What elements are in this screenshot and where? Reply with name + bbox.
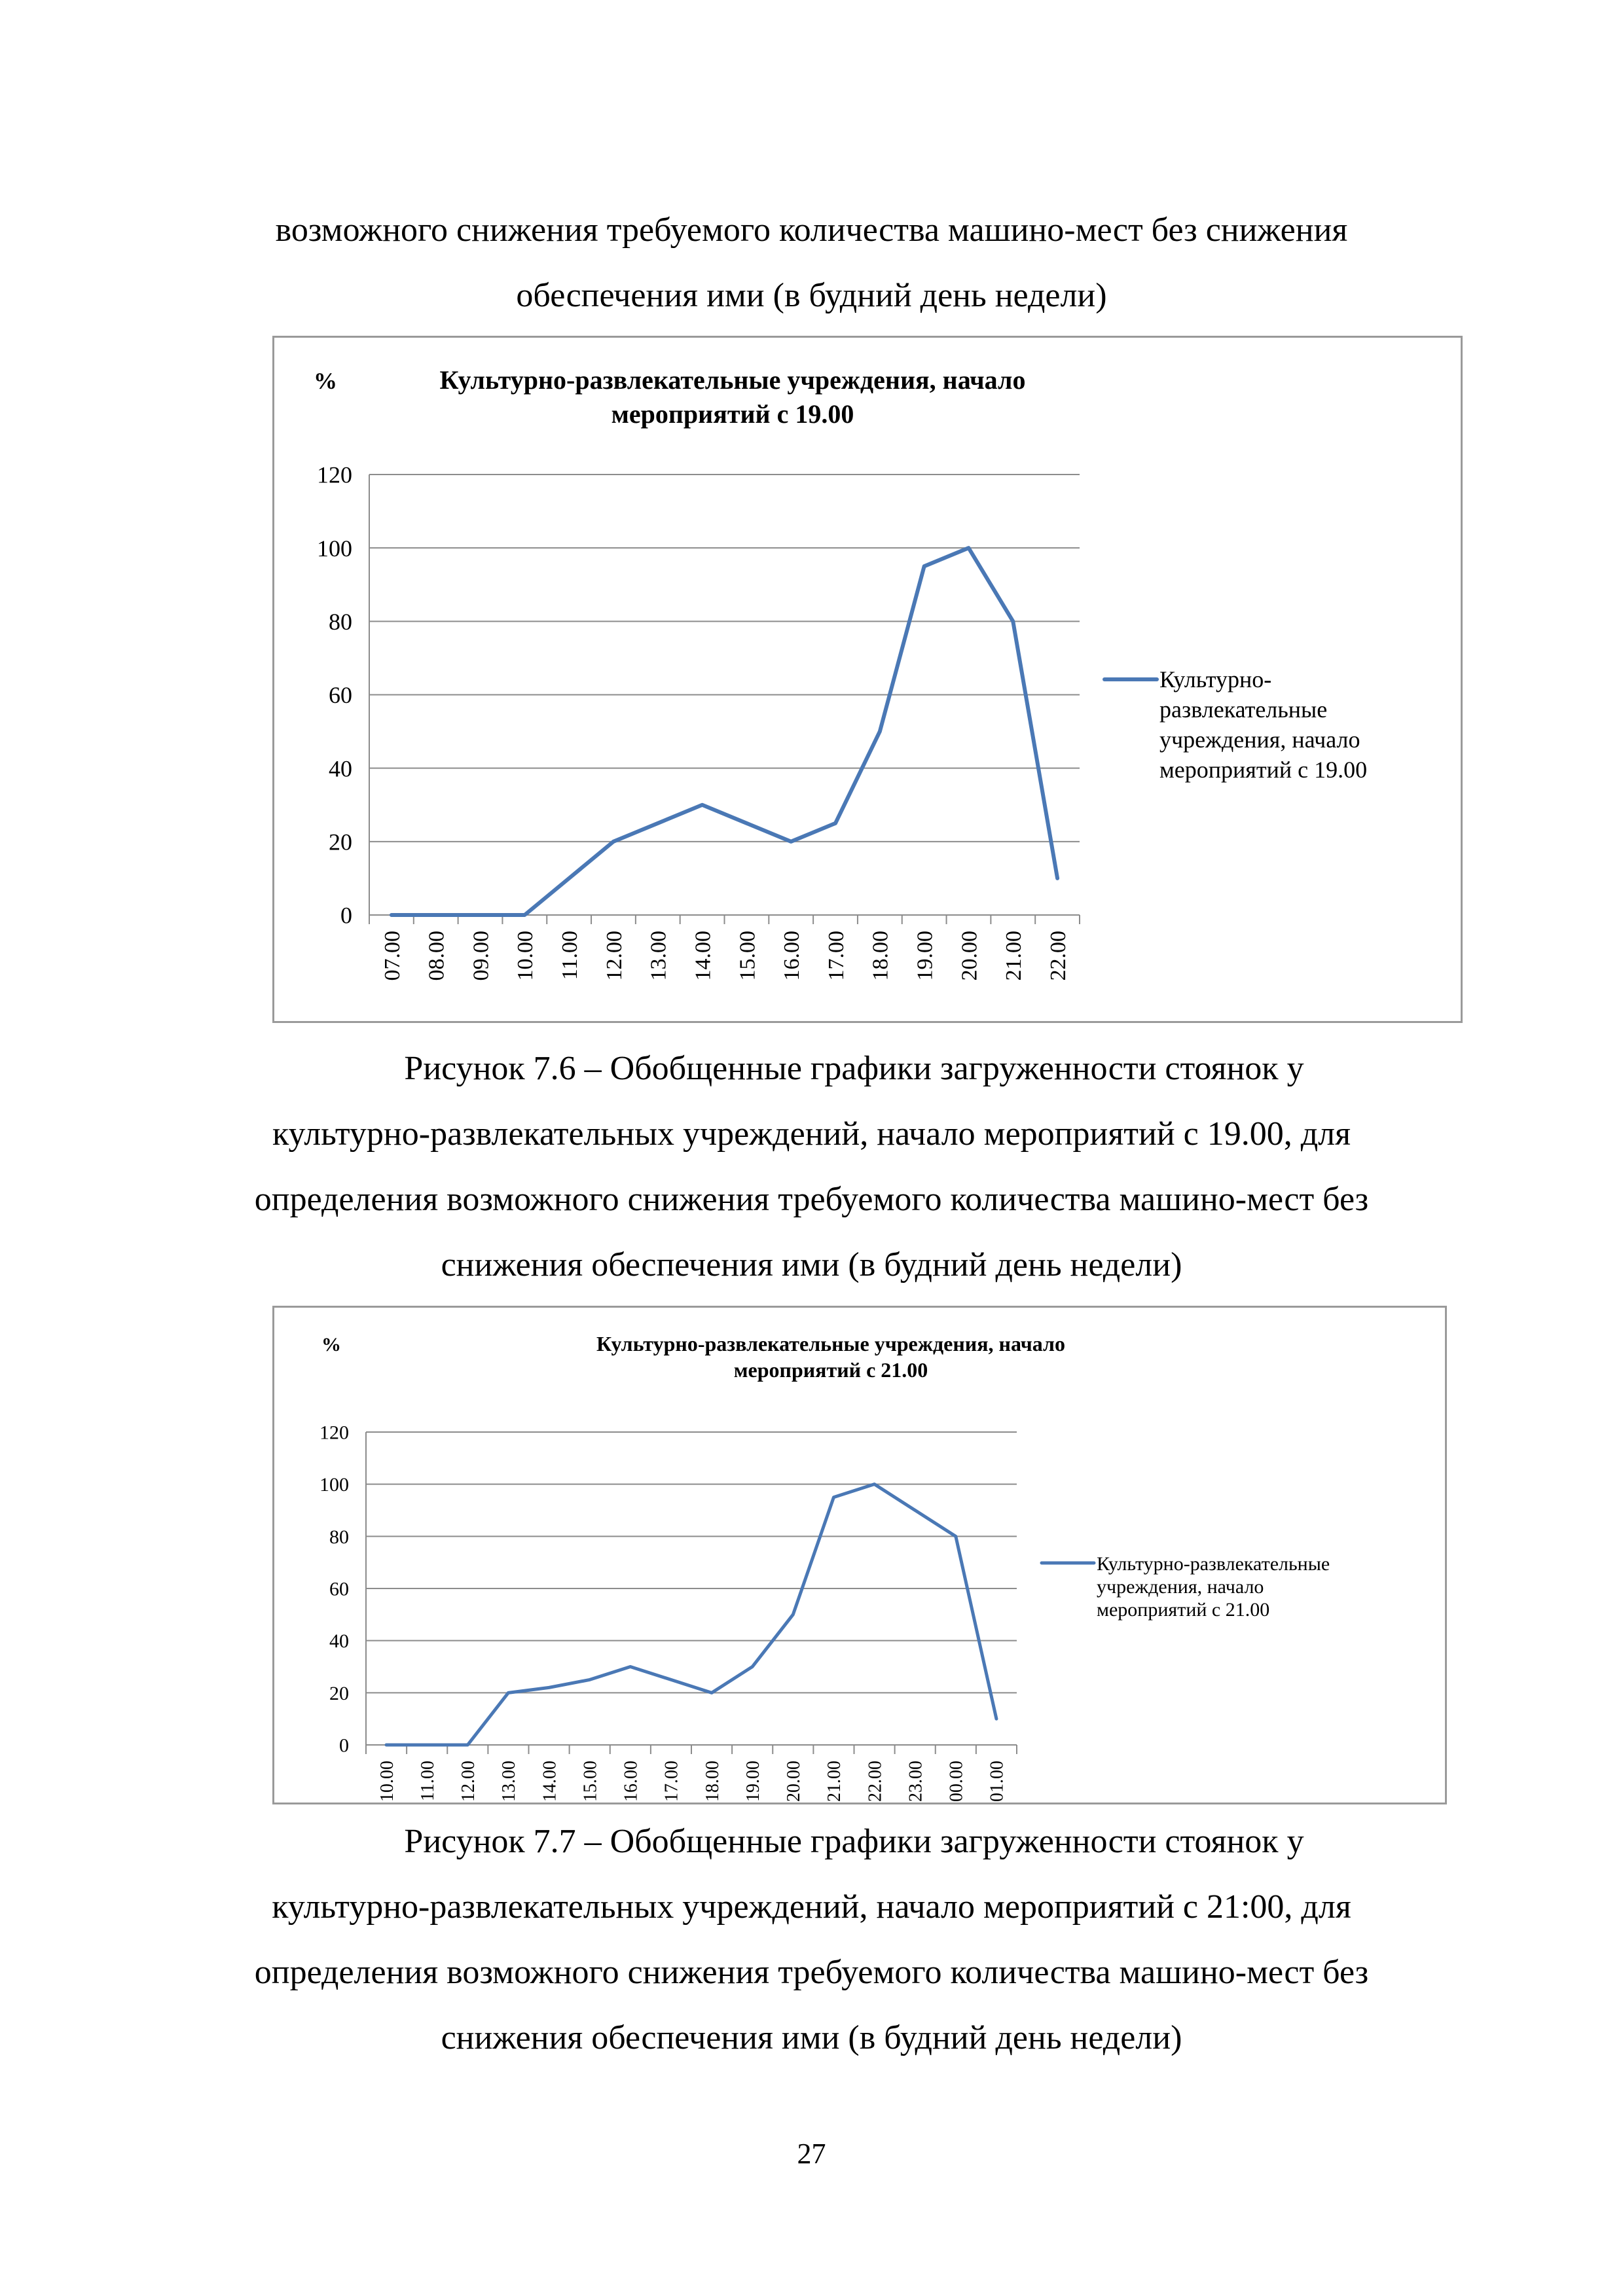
x-tick-label: 12.00	[458, 1761, 479, 1802]
chart-unit-label: %	[314, 368, 337, 394]
y-tick-label: 80	[329, 1526, 349, 1548]
data-point	[630, 1666, 631, 1668]
x-tick-label: 18.00	[868, 931, 893, 981]
x-tick-label: 22.00	[1046, 931, 1070, 981]
caption-line: культурно-развлекательных учреждений, начало мероприятий с 21:00, для	[272, 1888, 1351, 1926]
data-point	[790, 841, 792, 842]
legend-label: Культурно-развлекательные	[1097, 1553, 1330, 1575]
data-point	[968, 547, 969, 548]
data-point	[480, 914, 481, 916]
data-point	[924, 565, 925, 567]
data-point	[915, 1510, 916, 1511]
x-tick-label: 15.00	[735, 931, 760, 981]
x-tick-label: 21.00	[1002, 931, 1027, 981]
data-point	[657, 823, 659, 824]
data-point	[1057, 878, 1058, 879]
data-point	[426, 1744, 428, 1746]
data-point	[549, 1687, 550, 1688]
chart-2	[274, 1308, 1445, 1803]
data-point	[507, 1692, 509, 1693]
x-tick-label: 08.00	[424, 931, 449, 981]
caption-line: определения возможного снижения требуемого количества машино-мест без	[254, 1954, 1369, 1991]
chart-1	[274, 338, 1461, 1021]
x-tick-label: 17.00	[824, 931, 848, 981]
caption-line: снижения обеспечения ими (в будний день недели)	[441, 2019, 1182, 2056]
series-line	[392, 548, 1057, 915]
chart-frame-2	[272, 1306, 1447, 1804]
x-tick-label: 16.00	[780, 931, 805, 981]
data-point	[386, 1744, 387, 1746]
data-point	[670, 1679, 672, 1680]
y-tick-label: 80	[329, 608, 352, 635]
chart-unit-label: %	[321, 1334, 341, 1355]
y-tick-label: 0	[339, 1734, 349, 1757]
x-tick-label: 20.00	[784, 1761, 805, 1802]
x-tick-label: 18.00	[702, 1761, 723, 1802]
y-tick-label: 20	[329, 829, 352, 855]
x-tick-label: 19.00	[742, 1761, 763, 1802]
y-tick-label: 100	[319, 1474, 349, 1496]
x-tick-label: 17.00	[661, 1761, 682, 1802]
legend-label: развлекательные	[1159, 696, 1328, 723]
x-tick-label: 13.00	[499, 1761, 520, 1802]
chart-title: мероприятий с 21.00	[733, 1358, 928, 1382]
data-point	[996, 1718, 997, 1719]
data-point	[391, 914, 392, 916]
data-point	[524, 914, 525, 916]
x-tick-label: 16.00	[621, 1761, 642, 1802]
y-tick-label: 40	[329, 755, 352, 782]
chart-title: Культурно-развлекательные учреждения, начало	[596, 1332, 1065, 1355]
y-tick-label: 100	[317, 535, 352, 562]
y-tick-label: 60	[329, 1578, 349, 1600]
y-tick-label: 120	[319, 1422, 349, 1444]
data-point	[955, 1535, 957, 1537]
x-tick-label: 12.00	[602, 931, 627, 981]
data-point	[833, 1497, 834, 1498]
data-point	[874, 1484, 875, 1485]
series-line	[386, 1484, 996, 1745]
legend-label: мероприятий с 21.00	[1097, 1599, 1270, 1621]
x-tick-label: 14.00	[691, 931, 716, 981]
x-tick-label: 14.00	[539, 1761, 560, 1802]
y-tick-label: 20	[329, 1682, 349, 1704]
x-tick-label: 11.00	[558, 931, 583, 980]
plot-area	[317, 462, 1080, 981]
caption-line: снижения обеспечения ими (в будний день недели)	[441, 1246, 1182, 1283]
x-tick-label: 20.00	[957, 931, 982, 981]
caption-line: определения возможного снижения требуемого количества машино-мест без	[254, 1181, 1369, 1218]
intro-line: возможного снижения требуемого количества машино-мест без снижения	[275, 211, 1348, 249]
plot-area	[319, 1422, 1017, 1803]
data-point	[746, 823, 747, 824]
data-point	[792, 1614, 793, 1615]
page-number: 27	[797, 2138, 826, 2170]
caption-line: Рисунок 7.7 – Обобщенные графики загруженности стоянок у	[404, 1823, 1304, 1860]
x-tick-label: 13.00	[646, 931, 671, 981]
data-point	[1012, 620, 1013, 622]
y-tick-label: 40	[329, 1630, 349, 1653]
legend-label: Культурно-	[1159, 666, 1272, 692]
data-point	[467, 1744, 468, 1746]
y-tick-label: 60	[329, 682, 352, 709]
x-tick-label: 15.00	[580, 1761, 601, 1802]
legend-label: мероприятий с 19.00	[1159, 757, 1368, 783]
x-tick-label: 23.00	[905, 1761, 926, 1802]
data-point	[879, 731, 881, 732]
data-point	[752, 1666, 753, 1668]
chart-title: мероприятий с 19.00	[611, 399, 854, 429]
x-tick-label: 10.00	[513, 931, 538, 981]
legend-label: учреждения, начало	[1097, 1576, 1264, 1598]
caption-line: культурно-развлекательных учреждений, начало мероприятий с 19.00, для	[272, 1115, 1351, 1153]
legend-label: учреждения, начало	[1159, 726, 1360, 753]
y-tick-label: 120	[317, 461, 352, 488]
x-tick-label: 10.00	[376, 1761, 397, 1802]
x-tick-label: 07.00	[380, 931, 405, 981]
x-tick-label: 09.00	[469, 931, 494, 981]
data-point	[702, 804, 703, 806]
caption-line: Рисунок 7.6 – Обобщенные графики загруженности стоянок у	[404, 1050, 1304, 1087]
data-point	[568, 878, 570, 879]
data-point	[835, 823, 836, 824]
data-point	[711, 1692, 712, 1693]
figure-caption-2	[0, 1809, 1623, 2071]
x-tick-label: 01.00	[987, 1761, 1008, 1802]
chart-legend	[1104, 666, 1367, 783]
x-tick-label: 11.00	[417, 1761, 438, 1801]
x-tick-label: 22.00	[865, 1761, 886, 1802]
chart-legend	[1042, 1553, 1330, 1621]
intro-text	[0, 198, 1623, 329]
x-tick-label: 00.00	[946, 1761, 967, 1802]
figure-caption-1	[0, 1036, 1623, 1298]
y-tick-label: 0	[340, 902, 352, 929]
chart-frame-1	[272, 336, 1463, 1023]
data-point	[435, 914, 437, 916]
data-point	[589, 1679, 591, 1680]
x-tick-label: 19.00	[913, 931, 938, 981]
data-point	[613, 841, 614, 842]
x-tick-label: 21.00	[824, 1761, 845, 1802]
chart-title: Культурно-развлекательные учреждения, начало	[439, 365, 1026, 395]
intro-line: обеспечения ими (в будний день недели)	[516, 277, 1107, 314]
